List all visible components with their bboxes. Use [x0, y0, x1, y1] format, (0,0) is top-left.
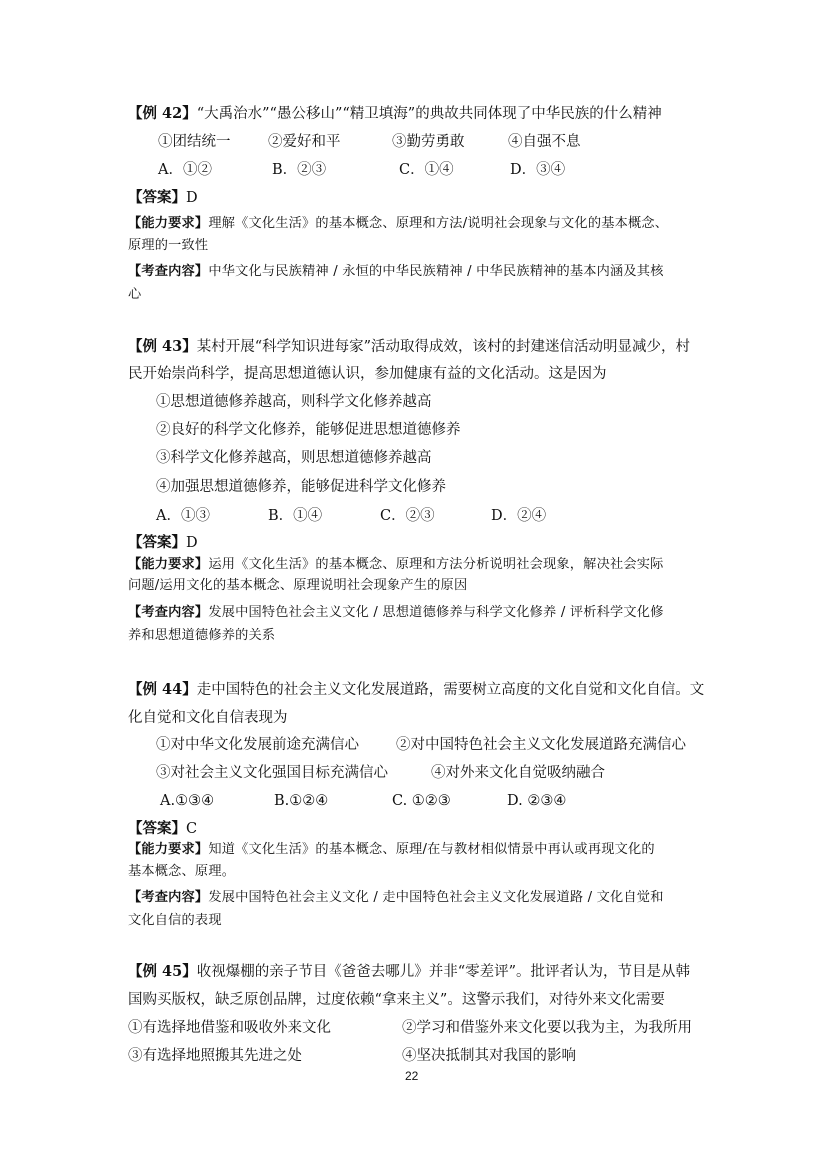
q43-answer-value: D — [186, 535, 198, 551]
q42-content-line-2: 心 — [128, 287, 142, 302]
q43-choice-d: D．②④ — [491, 508, 547, 524]
q42-answer-value: D — [186, 190, 198, 206]
q44-content-line-1 — [128, 888, 664, 908]
q45-stem-line-1 — [128, 962, 690, 982]
q43-choice-b: B．①④ — [268, 508, 323, 524]
q45-item-4: ④坚决抵制其对我国的影响 — [402, 1048, 576, 1064]
q44-label: 【例 44】 — [128, 681, 197, 698]
q42-item-1: ①团结统一 — [158, 134, 231, 150]
q45-item-2: ②学习和借鉴外来文化要以我为主，为我所用 — [402, 1020, 692, 1036]
q44-content-text-1: 发展中国特色社会主义文化 / 走中国特色社会主义文化发展道路 / 文化自觉和 — [208, 890, 664, 905]
q43-content-label: 【考查内容】 — [128, 605, 209, 620]
q44-ability-line-2: 基本概念、原理。 — [128, 864, 236, 879]
q44-answer-label: 【答案】 — [128, 820, 186, 837]
q43-content-line-2: 养和思想道德修养的关系 — [128, 628, 276, 643]
q44-ability-text-1: 知道《文化生活》的基本概念、原理/在与教材相似情景中再认或再现文化的 — [208, 842, 655, 857]
q43-label: 【例 43】 — [128, 338, 197, 355]
q43-item-4: ④加强思想道德修养，能够促进科学文化修养 — [156, 479, 446, 495]
q44-choice-b: B.①②④ — [274, 793, 329, 809]
q43-ability-line-2: 问题/运用文化的基本概念、原理说明社会现象产生的原因 — [128, 578, 468, 593]
q42-item-4: ④自强不息 — [508, 134, 581, 150]
q44-item-2: ②对中国特色社会主义文化发展道路充满信心 — [396, 737, 686, 753]
q42-stem-line — [128, 104, 662, 124]
q44-item-3: ③对社会主义文化强国目标充满信心 — [156, 765, 388, 781]
q42-ability-line-1 — [128, 214, 668, 234]
q43-ability-label: 【能力要求】 — [128, 557, 209, 572]
q42-item-2: ②爱好和平 — [268, 134, 341, 150]
q42-answer-label: 【答案】 — [128, 189, 186, 206]
q45-item-1: ①有选择地借鉴和吸收外来文化 — [128, 1020, 331, 1036]
q43-content-text-1: 发展中国特色社会主义文化 / 思想道德修养与科学文化修养 / 评析科学文化修 — [208, 605, 664, 620]
q43-stem-line-1 — [128, 337, 690, 357]
q45-stem-line-2: 国购买版权，缺乏原创品牌，过度依赖“拿来主义”。这警示我们，对待外来文化需要 — [128, 992, 665, 1008]
q44-item-1: ①对中华文化发展前途充满信心 — [156, 737, 359, 753]
q42-choice-c: C．①④ — [399, 162, 454, 178]
q43-answer-label: 【答案】 — [128, 534, 186, 551]
q42-content-label: 【考查内容】 — [128, 264, 209, 279]
q42-choice-a: A．①② — [158, 162, 212, 178]
q43-stem-line-2: 民开始崇尚科学，提高思想道德认识，参加健康有益的文化活动。这是因为 — [128, 366, 607, 382]
q44-stem-line-2: 化自觉和文化自信表现为 — [128, 710, 288, 726]
q43-item-1: ①思想道德修养越高，则科学文化修养越高 — [156, 394, 432, 410]
q42-ability-line-2: 原理的一致性 — [128, 238, 209, 253]
q44-item-4: ④对外来文化自觉吸纳融合 — [431, 765, 605, 781]
q45-stem-1: 收视爆棚的亲子节目《爸爸去哪儿》并非“零差评”。批评者认为，节目是从韩 — [196, 964, 691, 980]
q44-ability-line-1 — [128, 840, 655, 860]
q45-label: 【例 45】 — [128, 963, 197, 980]
q42-stem: “大禹治水”“愚公移山”“精卫填海”的典故共同体现了中华民族的什么精神 — [196, 106, 662, 122]
q42-choice-b: B．②③ — [272, 162, 327, 178]
q44-choice-c: C. ①②③ — [392, 793, 451, 809]
q42-ability-label: 【能力要求】 — [128, 216, 209, 231]
q42-content-text-1: 中华文化与民族精神 / 永恒的中华民族精神 / 中华民族精神的基本内涵及其核 — [208, 264, 664, 279]
page-number: 22 — [405, 1069, 419, 1083]
q43-stem-1: 某村开展“科学知识进每家”活动取得成效，该村的封建迷信活动明显减少，村 — [196, 339, 691, 355]
q43-item-3: ③科学文化修养越高，则思想道德修养越高 — [156, 450, 432, 466]
q44-ability-label: 【能力要求】 — [128, 842, 209, 857]
q43-choice-c: C．②③ — [380, 508, 435, 524]
q44-content-label: 【考查内容】 — [128, 890, 209, 905]
q44-stem-1: 走中国特色的社会主义文化发展道路，需要树立高度的文化自觉和文化自信。文 — [196, 682, 705, 698]
q43-content-line-1 — [128, 603, 664, 623]
q42-content-line-1 — [128, 262, 664, 282]
q43-ability-line-1 — [128, 555, 664, 575]
q43-answer — [128, 533, 198, 553]
q42-answer — [128, 188, 198, 208]
q42-choice-d: D．③④ — [510, 162, 566, 178]
q44-content-line-2: 文化自信的表现 — [128, 913, 222, 928]
q43-choice-a: A．①③ — [156, 508, 210, 524]
q44-choice-d: D. ②③④ — [507, 793, 567, 809]
q42-item-3: ③勤劳勇敢 — [392, 134, 465, 150]
q42-label: 【例 42】 — [128, 105, 197, 122]
q44-answer-value: C — [186, 821, 198, 837]
q44-answer — [128, 819, 197, 839]
q44-choice-a: A.①③④ — [160, 793, 215, 809]
q43-ability-text-1: 运用《文化生活》的基本概念、原理和方法分析说明社会现象，解决社会实际 — [208, 557, 664, 572]
q43-item-2: ②良好的科学文化修养，能够促进思想道德修养 — [156, 422, 461, 438]
q42-ability-text-1: 理解《文化生活》的基本概念、原理和方法/说明社会现象与文化的基本概念、 — [208, 216, 669, 231]
q44-stem-line-1 — [128, 680, 704, 700]
q45-item-3: ③有选择地照搬其先进之处 — [128, 1048, 302, 1064]
